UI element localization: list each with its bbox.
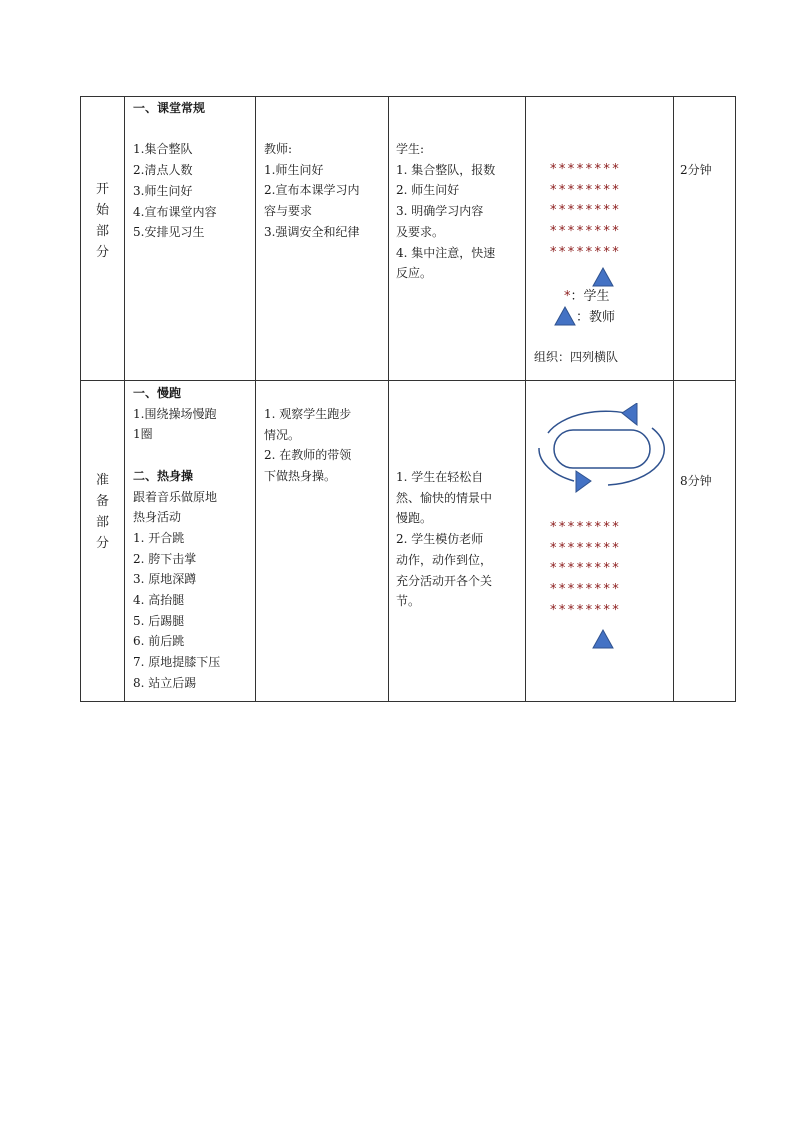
content-line: 7. 原地提膝下压 bbox=[133, 655, 221, 670]
teacher-line: 3.强调安全和纪律 bbox=[264, 224, 360, 239]
content-line: 6. 前后跳 bbox=[133, 634, 185, 649]
student-line: 及要求。 bbox=[396, 224, 445, 239]
star-row: ******** bbox=[550, 582, 622, 598]
student-line: 4. 集中注意，快速 bbox=[396, 245, 496, 260]
teacher-line: 1. 观察学生跑步 bbox=[264, 407, 352, 421]
lesson-plan-table bbox=[80, 96, 731, 701]
student-line: 1. 学生在轻松自 bbox=[396, 470, 484, 484]
track-arc-right bbox=[608, 428, 664, 485]
legend-student bbox=[564, 285, 610, 304]
legend-triangle-icon bbox=[554, 306, 576, 326]
student-line: 3. 明确学习内容 bbox=[396, 204, 484, 219]
section-label-start bbox=[81, 97, 125, 381]
teacher-line: 容与要求 bbox=[264, 204, 313, 219]
teacher-line: 情况。 bbox=[264, 427, 301, 442]
content-line: 1.围绕操场慢跑 bbox=[133, 406, 217, 421]
star-row: ******** bbox=[550, 182, 622, 198]
star-row: ******** bbox=[550, 162, 622, 177]
section-char: 分 bbox=[95, 536, 109, 551]
content-line: 4. 高抬腿 bbox=[133, 593, 185, 608]
student-line: 然、愉快的情景中 bbox=[396, 490, 493, 505]
section-char: 开 bbox=[95, 182, 109, 197]
student-line: 动作，动作到位， bbox=[396, 552, 493, 567]
teacher-triangle-icon bbox=[592, 629, 614, 649]
student-formation bbox=[550, 160, 621, 264]
start-organization-cell bbox=[526, 97, 674, 381]
teacher-line: 2.宣布本课学习内 bbox=[264, 183, 360, 198]
content-line: 3. 原地深蹲 bbox=[133, 572, 197, 587]
student-formation bbox=[550, 518, 621, 622]
direction-arrow-bottom bbox=[576, 471, 591, 492]
star-row: ******** bbox=[550, 561, 622, 577]
organization-text: 组织：四列横队 bbox=[534, 350, 619, 364]
content-line: 2.清点人数 bbox=[133, 163, 193, 178]
start-teacher-cell bbox=[256, 97, 389, 381]
teacher-line: 教师: bbox=[264, 142, 293, 156]
start-content-cell bbox=[125, 97, 256, 381]
content-line bbox=[133, 119, 216, 140]
legend-colon: ： bbox=[576, 310, 590, 325]
start-student-cell bbox=[389, 97, 526, 381]
content-line bbox=[133, 445, 220, 466]
legend-teacher bbox=[576, 306, 615, 325]
teacher-line: 1.师生问好 bbox=[264, 162, 324, 177]
section-label-prep bbox=[81, 381, 125, 702]
track-arc-left bbox=[539, 448, 574, 481]
section-char: 部 bbox=[95, 515, 109, 530]
student-line: 1. 集合整队，报数 bbox=[396, 162, 496, 177]
prep-student-cell bbox=[389, 381, 526, 702]
running-track-diagram bbox=[534, 403, 666, 493]
section-char: 备 bbox=[95, 494, 109, 509]
content-line: 5. 后踢腿 bbox=[133, 613, 185, 628]
prep-teacher-cell bbox=[256, 381, 389, 702]
content-line: 1圈 bbox=[133, 427, 153, 442]
star-row: ******** bbox=[550, 244, 622, 260]
student-line: 2. 师生问好 bbox=[396, 183, 460, 198]
start-time-cell bbox=[674, 97, 736, 381]
student-line: 学生: bbox=[396, 142, 425, 156]
prep-heading-jog: 一、慢跑 bbox=[133, 386, 182, 400]
teacher-line: 2. 在教师的带领 bbox=[264, 448, 352, 463]
content-line: 跟着音乐做原地 bbox=[133, 489, 218, 504]
content-line: 4.宣布课堂内容 bbox=[133, 204, 217, 219]
section-char: 始 bbox=[95, 203, 109, 218]
section-char: 分 bbox=[95, 245, 109, 260]
content-line: 1.集合整队 bbox=[133, 142, 193, 157]
content-line: 2. 胯下击掌 bbox=[133, 551, 197, 566]
section-char: 部 bbox=[95, 224, 109, 239]
student-line: 节。 bbox=[396, 594, 421, 609]
student-line: 慢跑。 bbox=[396, 511, 433, 526]
teacher-line: 下做热身操。 bbox=[264, 469, 337, 484]
content-line: 3.师生问好 bbox=[133, 183, 193, 198]
student-line: 反应。 bbox=[396, 266, 433, 281]
prep-heading-warmup: 二、热身操 bbox=[133, 468, 194, 483]
content-line: 5.安排见习生 bbox=[133, 225, 205, 240]
prep-organization-cell bbox=[526, 381, 674, 702]
legend-teacher-text: 教师 bbox=[589, 310, 616, 325]
star-row: ******** bbox=[550, 520, 622, 535]
section-char: 准 bbox=[95, 473, 109, 488]
content-line: 8. 站立后踢 bbox=[133, 675, 197, 690]
start-heading: 一、课堂常规 bbox=[133, 101, 206, 115]
student-line: 充分活动开各个关 bbox=[396, 573, 493, 588]
inner-track bbox=[554, 430, 650, 468]
student-line: 2. 学生模仿老师 bbox=[396, 532, 484, 547]
prep-content-cell bbox=[125, 381, 256, 702]
legend-colon: ： bbox=[570, 289, 584, 304]
star-row: ******** bbox=[550, 602, 622, 618]
teacher-triangle-icon bbox=[592, 267, 614, 287]
direction-arrow-top bbox=[622, 403, 637, 425]
star-row: ******** bbox=[550, 540, 622, 556]
content-line: 1. 开合跳 bbox=[133, 530, 185, 545]
start-time: 2分钟 bbox=[680, 163, 712, 177]
content-line: 热身活动 bbox=[133, 510, 182, 525]
star-row: ******** bbox=[550, 203, 622, 219]
prep-time-cell bbox=[674, 381, 736, 702]
star-row: ******** bbox=[550, 224, 622, 240]
prep-time: 8分钟 bbox=[680, 474, 712, 488]
legend-student-text: 学生 bbox=[583, 289, 610, 304]
star-symbol: * bbox=[564, 289, 571, 304]
